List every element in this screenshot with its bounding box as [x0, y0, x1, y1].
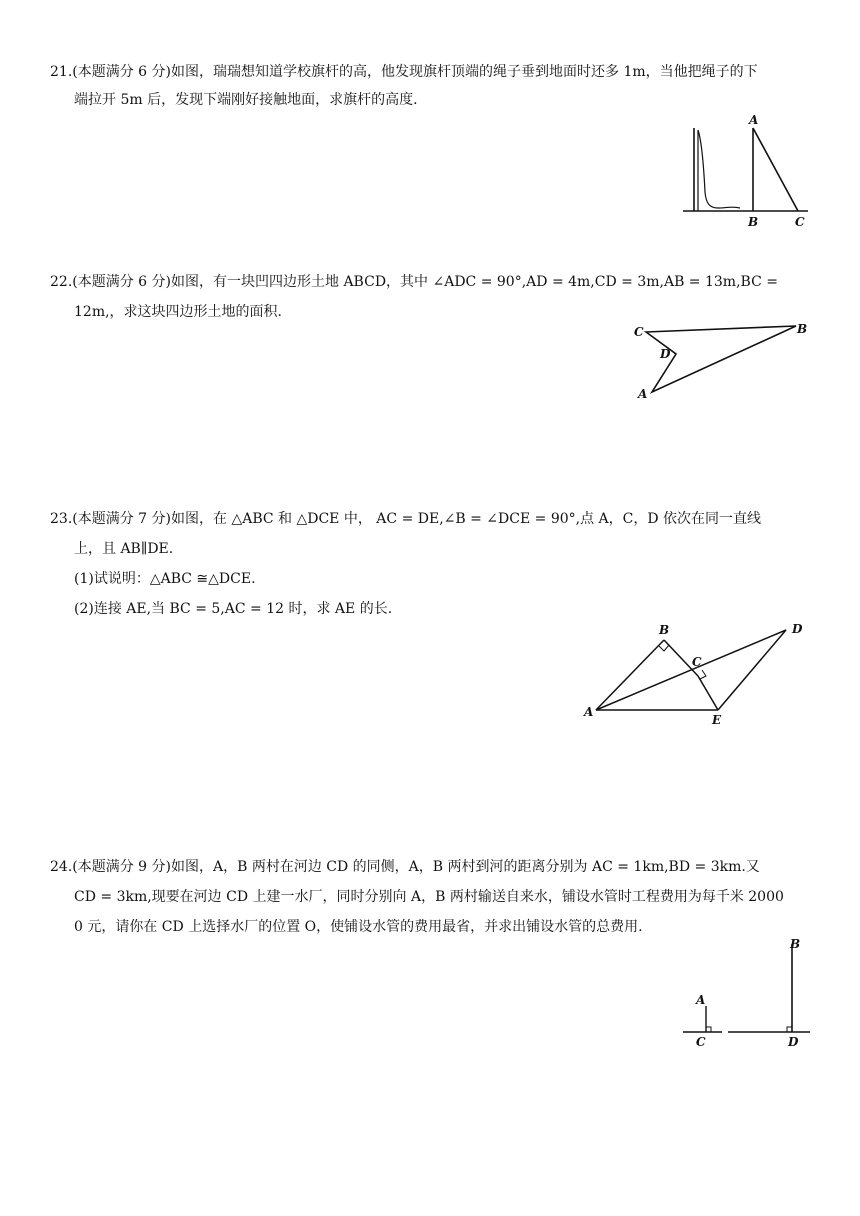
q21-figure-flagpole	[680, 112, 820, 232]
q21-label-a: A	[749, 113, 759, 127]
q22-label-a: A	[638, 387, 648, 401]
q23-label-e: E	[712, 713, 722, 727]
q23-figure-triangles	[582, 618, 812, 728]
q24-line-3: 0 元，请你在 CD 上选择水厂的位置 O，使铺设水管的费用最省，并求出铺设水管的总费用.	[74, 919, 643, 935]
q22-figure-quadrilateral	[628, 316, 818, 406]
q24-label-b: B	[790, 937, 801, 951]
q22-label-c: C	[634, 325, 644, 339]
q24-label-c: C	[696, 1035, 706, 1049]
q23-label-a: A	[584, 705, 594, 719]
q23-label-c: C	[692, 655, 702, 669]
q23-line-4: (2)连接 AE,当 BC = 5,AC = 12 时，求 AE 的长.	[74, 601, 393, 617]
q21-label-b: B	[748, 215, 759, 229]
q23-label-b: B	[659, 623, 670, 637]
q21-line-2: 端拉开 5m 后，发现下端刚好接触地面，求旗杆的高度.	[74, 92, 418, 108]
q22-line-1: 22.(本题满分 6 分)如图，有一块凹四边形土地 ABCD，其中 ∠ADC = 90°,AD = 4m,CD = 3m,AB = 13m,BC =	[50, 274, 778, 290]
q22-label-d: D	[660, 347, 671, 361]
q24-label-a: A	[696, 993, 706, 1007]
q22-label-b: B	[797, 322, 808, 336]
q24-line-2: CD = 3km,现要在河边 CD 上建一水厂，同时分别向 A，B 两村输送自来水，铺设水管时工程费用为每千米 2000	[74, 889, 784, 905]
q24-line-1: 24.(本题满分 9 分)如图，A，B 两村在河边 CD 的同侧，A，B 两村到河的距离分别为 AC = 1km,BD = 3km.又	[50, 859, 760, 875]
q23-line-2: 上，且 AB∥DE.	[74, 541, 174, 557]
q24-label-d: D	[788, 1035, 799, 1049]
q23-label-d: D	[792, 622, 803, 636]
q22-line-2: 12m,，求这块四边形土地的面积.	[74, 304, 282, 320]
q21-line-1: 21.(本题满分 6 分)如图，瑞瑞想知道学校旗杆的高，他发现旗杆顶端的绳子垂到地面时还多 1m，当他把绳子的下	[50, 64, 758, 80]
q21-label-c: C	[795, 215, 805, 229]
q23-line-1: 23.(本题满分 7 分)如图，在 △ABC 和 △DCE 中， AC = DE,∠B = ∠DCE = 90°,点 A，C，D 依次在同一直线	[50, 511, 762, 527]
q23-line-3: (1)试说明：△ABC ≅△DCE.	[74, 571, 256, 587]
q24-figure-river	[680, 934, 820, 1054]
